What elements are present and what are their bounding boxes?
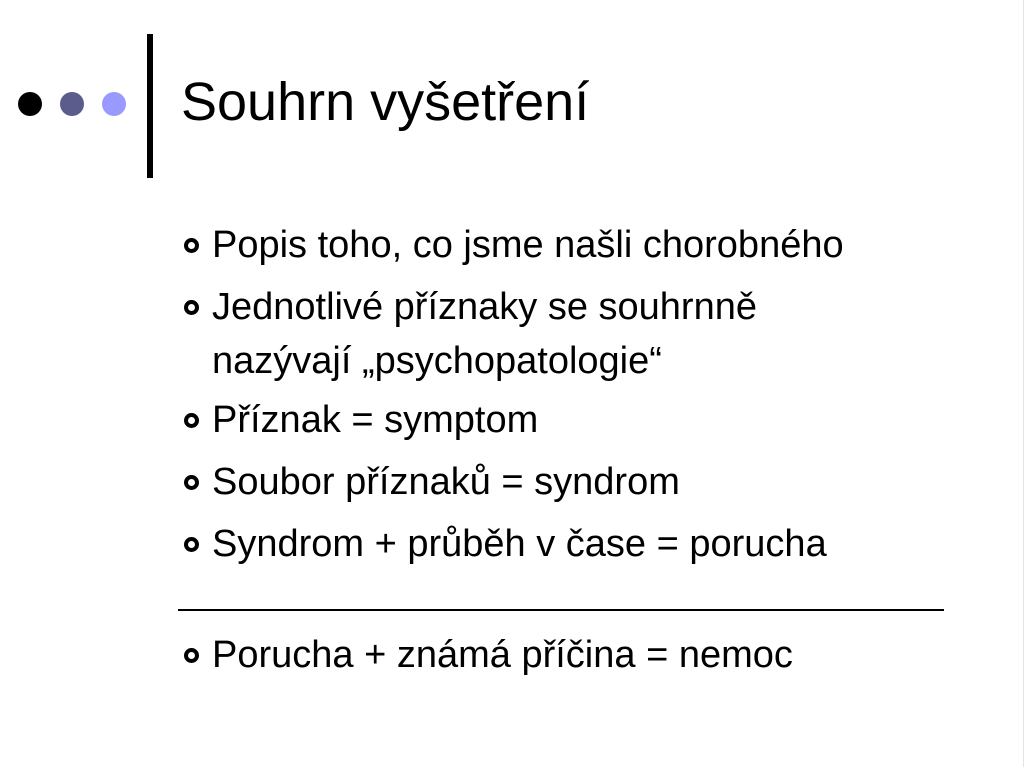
- decor-dot-black: [18, 92, 42, 116]
- bullet-item: [184, 455, 680, 509]
- bullet-text: [212, 628, 793, 682]
- decor-dot-lavender: [102, 92, 126, 116]
- bullet-text: [212, 218, 844, 272]
- ring-bullet-icon: [184, 238, 199, 253]
- bullet-line: nazývají „psychopatologie“: [212, 340, 662, 382]
- bullet-line: Soubor příznaků = syndrom: [212, 461, 680, 503]
- slide-title: Souhrn vyšetření: [181, 72, 590, 132]
- bullet-item: [184, 628, 793, 682]
- bullet-item: [184, 517, 827, 571]
- ring-bullet-icon: [184, 413, 199, 428]
- bullet-item: [184, 280, 757, 388]
- bullet-line: Příznak = symptom: [212, 399, 539, 441]
- bullet-item: [184, 393, 538, 447]
- ring-bullet-icon: [184, 537, 199, 552]
- decor-dot-slate: [60, 92, 84, 116]
- bullet-line: Popis toho, co jsme našli chorobného: [212, 224, 844, 266]
- bullet-line: Jednotlivé příznaky se souhrnně: [212, 286, 757, 328]
- ring-bullet-icon: [184, 300, 199, 315]
- bullet-text: [212, 280, 757, 388]
- bullet-text: [212, 455, 680, 509]
- bullet-text: [212, 517, 827, 571]
- divider-line: [178, 609, 944, 611]
- bullet-line: Syndrom + průběh v čase = porucha: [212, 523, 827, 565]
- bullet-line: Porucha + známá příčina = nemoc: [212, 634, 793, 676]
- title-vertical-bar: [147, 34, 153, 178]
- ring-bullet-icon: [184, 648, 199, 663]
- ring-bullet-icon: [184, 475, 199, 490]
- bullet-item: [184, 218, 844, 272]
- bullet-text: [212, 393, 538, 447]
